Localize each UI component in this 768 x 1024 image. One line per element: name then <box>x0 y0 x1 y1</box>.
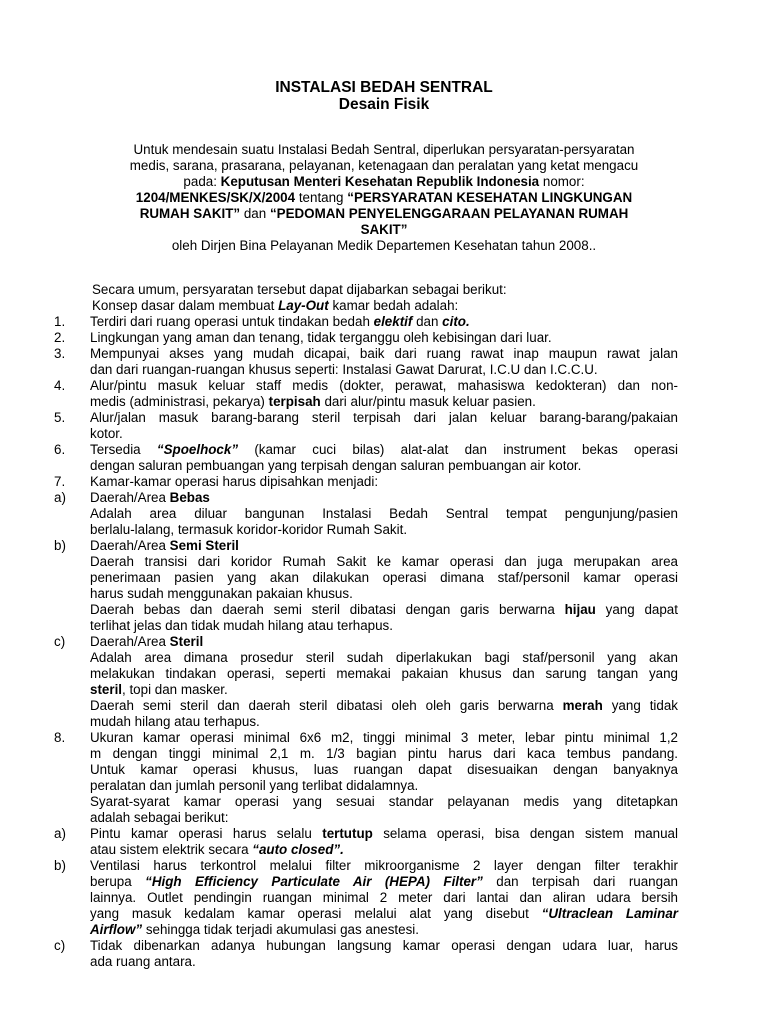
list-number: 6. <box>54 442 66 457</box>
text-span: yang dapat <box>605 602 678 617</box>
paragraph-line: Adalah area diluar bangunan Instalasi Bedah Sentral tempat pengunjung/pasien <box>90 506 678 521</box>
text-span: Pintu kamar operasi harus selalu <box>90 826 312 841</box>
paragraph-line: harus sudah menggunakan pakaian khusus. <box>90 586 353 601</box>
list-item: peralatan dan jumlah personil yang terlibat didalamnya. <box>90 778 419 793</box>
emphasis: Semi Steril <box>169 538 239 553</box>
list-item: Tidak dibenarkan adanya hubungan langsung kamar operasi dengan udara luar, harus <box>90 938 678 953</box>
list-number: 2. <box>54 330 66 345</box>
list-item: m dengan tinggi minimal 2,1 m. 1/3 bagian pintu harus dari kaca tembus pandang. <box>90 746 678 761</box>
emphasis: terpisah <box>268 394 321 409</box>
paragraph-line: berlalu-lalang, termasuk koridor-koridor Rumah Sakit. <box>90 522 408 537</box>
list-item: lainnya. Outlet pendingin ruangan minimal 2 meter dari lantai dan aliran udara bersih <box>90 890 678 905</box>
emphasis: “Spoelhock” <box>156 442 239 457</box>
decree-name: Keputusan Menteri Kesehatan Republik Indonesia <box>220 174 540 189</box>
emphasis: “auto closed”. <box>252 842 344 857</box>
paragraph-line: Adalah area dimana prosedur steril sudah diperlakukan bagi staf/personil yang akan <box>90 650 678 665</box>
list-item: Syarat-syarat kamar operasi yang sesuai standar pelayanan medis yang ditetapkan <box>90 794 678 809</box>
intro-line <box>88 222 680 237</box>
text-span: , topi dan masker. <box>122 682 228 697</box>
guideline-title: SAKIT” <box>360 222 408 237</box>
emphasis: hijau <box>564 602 596 617</box>
paragraph-line: terlihat jelas dan tidak mudah hilang atau terhapus. <box>90 618 393 633</box>
text-span: atau sistem elektrik secara <box>90 842 249 857</box>
list-item: adalah sebagai berikut: <box>90 810 229 825</box>
list-item <box>90 826 678 842</box>
subsection-heading <box>90 634 203 650</box>
text-span: Tersedia <box>90 442 141 457</box>
emphasis: steril <box>90 682 123 697</box>
list-item: Mempunyai akses yang mudah dicapai, baik dari ruang rawat inap maupun rawat jalan <box>90 346 678 361</box>
guideline-title: “PEDOMAN PENYELENGGARAAN PELAYANAN RUMAH <box>269 206 629 221</box>
list-item <box>90 394 536 410</box>
list-number: 7. <box>54 474 66 489</box>
list-letter: a) <box>54 490 66 505</box>
emphasis: cito. <box>442 314 470 329</box>
list-number: 1. <box>54 314 66 329</box>
intro-line <box>88 190 680 205</box>
paragraph-line <box>92 298 458 314</box>
list-number: 5. <box>54 410 66 425</box>
list-number: 8. <box>54 730 66 745</box>
decree-title: RUMAH SAKIT” <box>139 206 241 221</box>
paragraph-line <box>90 602 678 618</box>
text-span: kamar bedah adalah: <box>332 298 459 313</box>
text-span: Daerah semi steril dan daerah steril dibatasi oleh oleh garis berwarna <box>90 698 554 713</box>
text-span: selama operasi, bisa dengan sistem manual <box>383 826 678 841</box>
list-item <box>90 842 344 858</box>
document-subtitle: Desain Fisik <box>338 96 430 113</box>
text-span: Daerah/Area <box>90 490 166 505</box>
text-span: Daerah bebas dan daerah semi steril dibatasi dengan garis berwarna <box>90 602 555 617</box>
subsection-heading <box>90 490 210 506</box>
intro-text: nomor: <box>542 174 585 189</box>
intro-line: oleh Dirjen Bina Pelayanan Medik Departemen Kesehatan tahun 2008.. <box>171 238 597 253</box>
list-item: Lingkungan yang aman dan tenang, tidak terganggu oleh kebisingan dari luar. <box>90 330 552 345</box>
decree-number: 1204/MENKES/SK/X/2004 <box>135 190 296 205</box>
list-item: dengan saluran pembuangan yang terpisah dengan saluran pembuangan air kotor. <box>90 458 582 473</box>
paragraph-line: Daerah transisi dari koridor Rumah Sakit ke kamar operasi dan juga merupakan area <box>90 554 678 569</box>
list-item <box>90 874 678 890</box>
paragraph-line: penerimaan pasien yang akan dilakukan operasi dimana staf/personil kamar operasi <box>90 570 678 585</box>
intro-line <box>88 174 680 189</box>
text-span: (kamar cuci bilas) alat-alat dan instrument bekas operasi <box>254 442 678 457</box>
paragraph-line: Secara umum, persyaratan tersebut dapat dijabarkan sebagai berikut: <box>92 282 507 297</box>
text-span: Konsep dasar dalam membuat <box>92 298 275 313</box>
paragraph-line: melakukan tindakan operasi, seperti memakai pakaian khusus dan sarung tangan yang <box>90 666 678 681</box>
list-item: Alur/pintu masuk keluar staff medis (dokter, perawat, mahasiswa kedokteran) dan non- <box>90 378 678 393</box>
list-letter: c) <box>54 938 66 953</box>
list-letter: c) <box>54 634 66 649</box>
list-letter: a) <box>54 826 66 841</box>
text-span: Daerah/Area <box>90 538 166 553</box>
paragraph-line: mudah hilang atau terhapus. <box>90 714 260 729</box>
list-item: kotor. <box>90 426 123 441</box>
list-item <box>90 922 419 938</box>
text-span: berupa <box>90 874 132 889</box>
text-span: medis (administrasi, pekarya) <box>90 394 265 409</box>
list-number: 4. <box>54 378 66 393</box>
list-item <box>90 906 678 922</box>
text-span: dan terpisah dari ruangan <box>496 874 678 889</box>
text-span: sehingga tidak terjadi akumulasi gas anestesi. <box>145 922 419 937</box>
intro-line <box>88 206 680 221</box>
list-number: 3. <box>54 346 66 361</box>
list-item <box>90 442 678 458</box>
subsection-heading <box>90 538 239 554</box>
intro-line: medis, sarana, prasarana, pelayanan, ketenagaan dan peralatan yang ketat mengacu <box>129 158 639 173</box>
text-span: dari alur/pintu masuk keluar pasien. <box>324 394 536 409</box>
emphasis: merah <box>562 698 603 713</box>
list-item <box>90 314 470 330</box>
intro-text: dan <box>243 206 267 221</box>
text-span: Daerah/Area <box>90 634 166 649</box>
list-item: Kamar-kamar operasi harus dipisahkan menjadi: <box>90 474 379 489</box>
list-item: Ventilasi harus terkontrol melalui filter mikroorganisme 2 layer dengan filter terakhir <box>90 858 678 873</box>
emphasis: elektif <box>373 314 413 329</box>
list-letter: b) <box>54 538 66 553</box>
list-item: Alur/jalan masuk barang-barang steril terpisah dari jalan keluar barang-barang/pakaian <box>90 410 678 425</box>
decree-title: “PERSYARATAN KESEHATAN LINGKUNGAN <box>347 190 633 205</box>
emphasis: “High Efficiency Particulate Air (HEPA) Filter” <box>145 874 483 889</box>
intro-text: pada: <box>183 174 217 189</box>
text-span: dan <box>416 314 439 329</box>
list-letter: b) <box>54 858 66 873</box>
emphasis: “Ultraclean Laminar <box>541 906 678 921</box>
emphasis: Bebas <box>169 490 210 505</box>
emphasis: Steril <box>169 634 204 649</box>
list-item: Untuk kamar operasi khusus, luas ruangan dapat disesuaikan dengan banyaknya <box>90 762 678 777</box>
document-title: INSTALASI BEDAH SENTRAL <box>275 79 493 96</box>
emphasis: tertutup <box>322 826 373 841</box>
text-span: yang tidak <box>611 698 678 713</box>
emphasis: Airflow” <box>90 922 143 937</box>
text-span: Terdiri dari ruang operasi untuk tindakan bedah <box>90 314 370 329</box>
list-item: Ukuran kamar operasi minimal 6x6 m2, tinggi minimal 3 meter, lebar pintu minimal 1,2 <box>90 730 678 745</box>
list-item: dan dari ruangan-ruangan khusus seperti: Instalasi Gawat Darurat, I.C.U dan I.C.C.U. <box>90 362 598 377</box>
intro-text: tentang <box>298 190 344 205</box>
paragraph-line <box>90 682 228 698</box>
text-span: yang masuk kedalam kamar operasi melalui alat yang disebut <box>90 906 529 921</box>
emphasis: Lay-Out <box>278 298 329 313</box>
list-item: ada ruang antara. <box>90 954 196 969</box>
paragraph-line <box>90 698 678 714</box>
intro-line: Untuk mendesain suatu Instalasi Bedah Sentral, diperlukan persyaratan-persyaratan <box>133 142 635 157</box>
